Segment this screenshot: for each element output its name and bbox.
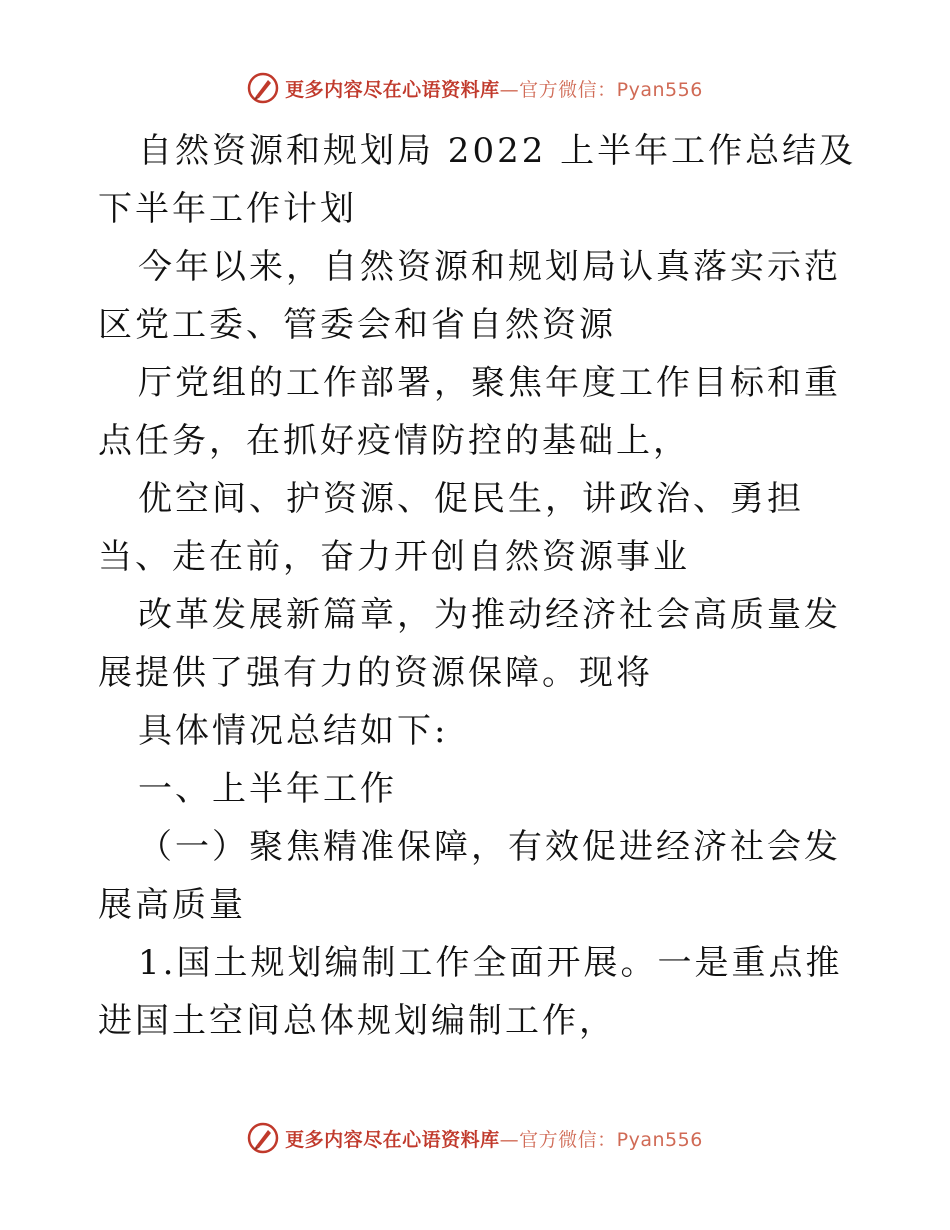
feather-pen-logo-icon [247,72,279,104]
paragraph: 厅党组的工作部署，聚焦年度工作目标和重点任务，在抓好疫情防控的基础上， [98,363,841,461]
banner-contact-text: —官方微信：Pyan556 [499,78,703,101]
document-body [98,122,858,1050]
section-heading: 一、上半年工作 [138,769,397,809]
paragraph: 具体情况总结如下: [138,711,449,751]
feather-pen-logo-icon [247,1122,279,1154]
paragraph: 1.国土规划编制工作全面开展。一是重点推进国土空间总体规划编制工作， [98,943,843,1041]
document-title: 自然资源和规划局 2022 上半年工作总结及下半年工作计划 [98,131,857,229]
paragraph: 改革发展新篇章，为推动经济社会高质量发展提供了强有力的资源保障。现将 [98,595,841,693]
header-banner [0,72,950,104]
paragraph: 今年以来，自然资源和规划局认真落实示范区党工委、管委会和省自然资源 [98,247,841,345]
footer-banner [0,1122,950,1154]
subsection-heading: （一）聚焦精准保障，有效促进经济社会发展高质量 [98,827,841,925]
banner-contact-text: —官方微信：Pyan556 [499,1128,703,1151]
banner-main-text: 更多内容尽在心语资料库 [285,1128,500,1151]
paragraph: 优空间、护资源、促民生，讲政治、勇担当、走在前，奋力开创自然资源事业 [98,479,804,577]
banner-main-text: 更多内容尽在心语资料库 [285,78,500,101]
